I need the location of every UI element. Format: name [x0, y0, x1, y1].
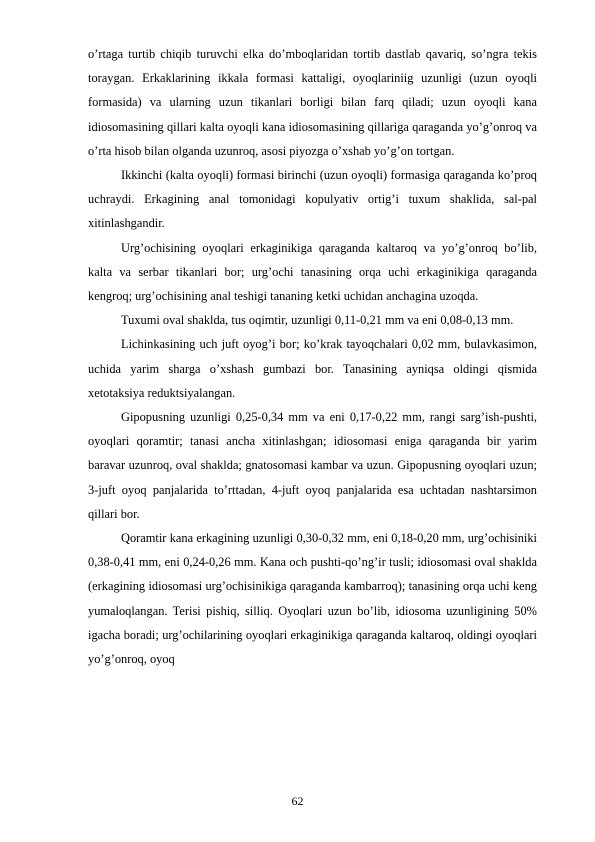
paragraph-egg: Tuxumi oval shaklda, tus oqimtir, uzunligi 0,11-0,21 mm va eni 0,08-0,13 mm. — [121, 313, 514, 328]
paragraph-dark-mite: Qoramtir kana erkagining uzunligi 0,30-0,32 mm, eni 0,18-0,20 mm, urg’ochisiniki 0,38-0,41 mm, eni 0,24-0,26 mm. Kana och pushti-qo’ng’ir tusli; idiosomasi oval shaklda (erkagining idiosomasi urg’ochisinikiga qaraganda kambarroq); tanasining orqa uchi keng yumaloqlangan. Terisi pishiq, silliq. Oyoqlari uzun bo’lib, idiosoma uzunligining 50% igacha boradi; urg’ochilarining oyoqlari erkaginikiga qaraganda kaltaroq, oldingi oyoqlari yo’g’onroq, oyoq — [88, 531, 537, 667]
page-number: 62 — [291, 794, 304, 808]
paragraph-hypopus: Gipopusning uzunligi 0,25-0,34 mm va eni 0,17-0,22 mm, rangi sarg’ish-pushti, oyoqlari qoramtir; tanasi ancha xitinlashgan; idiosomasi eniga qaraganda bir yarim baravar uzunroq, oval shaklda; gnatosomasi kambar va uzun. Gipopusning oyoqlari uzun; 3-juft oyoq panjalarida to’rttadan, 4-juft oyoq panjalarida esa uchtadan nashtarsimon qillari bor. — [88, 410, 537, 521]
page-body — [88, 42, 537, 671]
paragraph-second-form: Ikkinchi (kalta oyoqli) formasi birinchi (uzun oyoqli) formasiga qaraganda ko’proq uchraydi. Erkagining anal tomonidagi kopulyativ ortig’i tuxum shaklida, sal-pal xitinlashgandir. — [88, 168, 537, 231]
paragraph-larva: Lichinkasining uch juft oyog’i bor; ko’krak tayoqchalari 0,02 mm, bulavkasimon, uchida yarim sharga o’xshash gumbazi bor. Tanasining ayniqsa oldingi qismida xetotaksiya reduktsiyalangan. — [88, 337, 537, 400]
paragraph-female-legs: Urg’ochisining oyoqlari erkaginikiga qaraganda kaltaroq va yo’g’onroq bo’lib, kalta va serbar tikanlari bor; urg’ochi tanasining orqa uchi erkaginikiga qaraganda kengroq; urg’ochisining anal teshigi tananing ketki uchidan anchagina uzoqda. — [88, 240, 537, 304]
paragraph-continuation: o’rtaga turtib chiqib turuvchi elka do’mboqlaridan tortib dastlab qavariq, so’ngra tekis toraygan. Erkaklarining ikkala formasi kattaligi, oyoqlariniig uzunligi (uzun oyoqli formasida) va ularning uzun tikanlari borligi bilan farq qiladi; uzun oyoqli kana idiosomasining qillari kalta oyoqli kana idiosomasining qillariga qaraganda yo’g’onroq va o’rta hisob bilan olganda uzunroq, asosi piyozga o’xshab yo’g’on tortgan. — [88, 47, 537, 158]
